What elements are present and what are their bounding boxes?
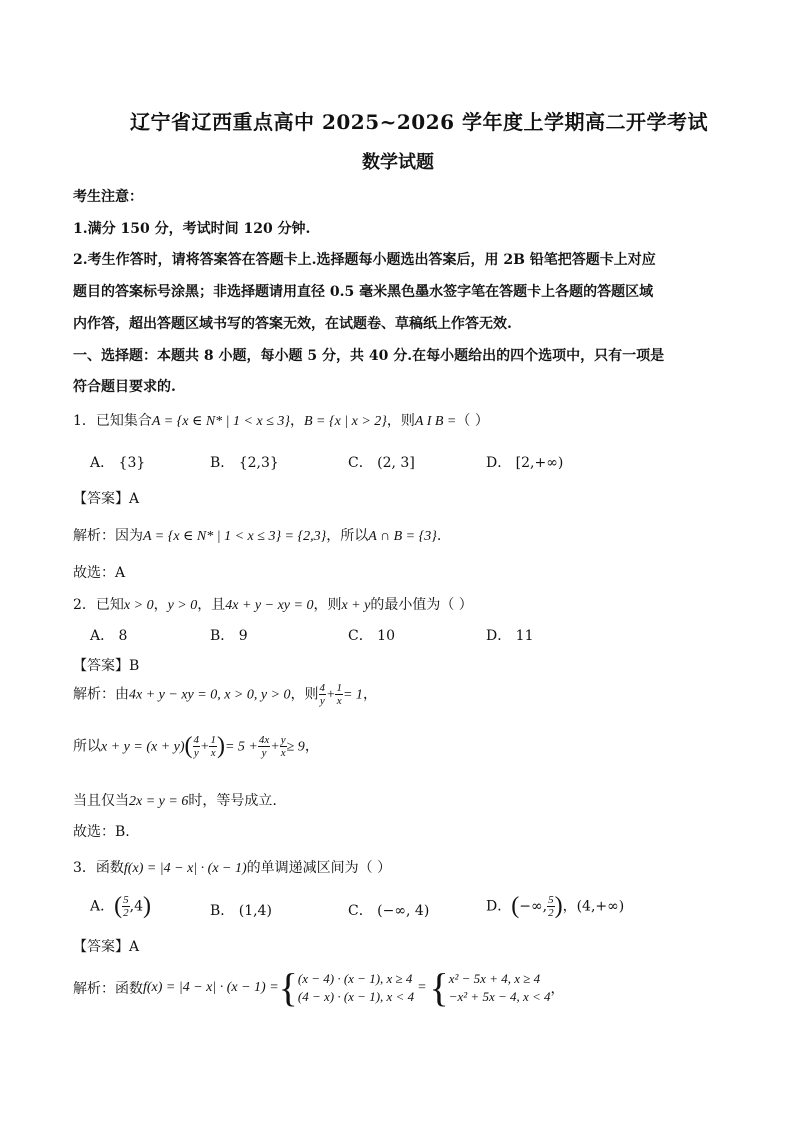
section-1-line-2: 符合题目要求的. [73, 379, 176, 395]
q1-paren: （ ） [456, 413, 489, 429]
q2-plus-b: + [200, 739, 210, 755]
q3-option-d [486, 893, 624, 920]
q2-frac-4-over-y-b: $\frac{4}{y}$ [193, 734, 200, 759]
q1-option-d: D． [2,+∞) [486, 455, 564, 471]
q2-line-2-math-a: x + y = (x + y) [101, 739, 185, 755]
q2-tail: ， [362, 686, 377, 703]
left-paren-icon: ( [184, 733, 193, 759]
q1-result: 故选：A [73, 565, 126, 581]
q2-frac-4-over-y: $\frac{4}{y}$ [319, 682, 326, 707]
q1-answer: 【答案】A [73, 491, 140, 507]
q2-result: 故选：B. [73, 824, 130, 840]
right-paren-icon: ) [554, 893, 563, 919]
q1-analysis-prefix: 解析：因为 [73, 528, 143, 544]
q3-option-d-label: D． [486, 898, 512, 915]
q2-cond-4: x + y [341, 598, 371, 613]
q1-analysis-end: . [436, 528, 442, 544]
q2-line-2-math-c: ≥ 9 [286, 739, 305, 755]
q2-sep-2: ，且 [197, 597, 226, 613]
q3-cases-2 [449, 970, 551, 1006]
q3-option-a-tail: ,4 [129, 898, 143, 915]
q2-analysis-math: 4x + y − xy = 0, x > 0, y > 0 [129, 687, 291, 703]
q3-option-a-label: A． [90, 898, 115, 915]
left-paren-icon: ( [511, 893, 520, 919]
q1-option-b: B． {2,3} [210, 455, 279, 471]
left-brace-icon: { [429, 965, 449, 1010]
q3-option-c: C． (−∞, 4) [348, 903, 430, 919]
notes-line-2b: 题目的答案标号涂黑；非选择题请用直径 0.5 毫米黑色墨水签字笔在答题卡上各题的答题区域 [73, 284, 654, 300]
q2-sep-3: ，则 [313, 597, 342, 613]
q3-case-2: (4 − x) · (x − 1), x < 4 [297, 989, 415, 1004]
q3-stem [73, 857, 391, 877]
q1-expr: A I B = [414, 414, 457, 429]
q2-answer: 【答案】B [73, 658, 140, 674]
q1-analysis [73, 525, 441, 545]
q2-line-3-end: 时，等号成立. [188, 793, 277, 809]
q1-option-c: C． (2, 3] [348, 455, 415, 471]
q2-line-3-math: 2x = y = 6 [129, 794, 189, 809]
q3-eq: = [417, 980, 427, 995]
q3-option-d-head: −∞, [519, 898, 548, 915]
q2-analysis-line-1 [73, 682, 377, 707]
q1-set-b: B = {x | x > 2} [303, 414, 387, 429]
q2-option-d: D． 11 [486, 628, 534, 644]
q2-sep-1: ， [153, 597, 168, 613]
q2-cond-1: x > 0 [123, 598, 154, 613]
left-paren-icon: ( [114, 893, 123, 919]
q2-frac-1-over-x-b: $\frac{1}{x}$ [210, 734, 216, 759]
q3-option-a-frac: $\frac{5}{2}$ [123, 894, 129, 919]
section-1-line-1: 一、选择题：本题共 8 小题，每小题 5 分，共 40 分.在每小题给出的四个选项中，只有一项是 [73, 348, 665, 364]
right-paren-icon: ) [216, 733, 225, 759]
q3-analysis [73, 965, 565, 1010]
q1-option-a: A． {3} [90, 455, 146, 471]
q3-option-b: B． (1,4) [210, 903, 272, 919]
q2-plus-c: + [270, 739, 280, 755]
q1-stem-mid: ，则 [386, 413, 415, 429]
q3-option-d-frac: $\frac{5}{2}$ [548, 894, 554, 919]
notes-line-1: 1.满分 150 分，考试时间 120 分钟. [73, 221, 311, 237]
q3-stem-math: f(x) = |4 − x| · (x − 1) [123, 861, 247, 876]
q2-frac-4x-over-y: $\frac{4x}{y}$ [258, 734, 270, 759]
q2-line-2-end: ， [304, 738, 319, 755]
q3-analysis-prefix: 解析：函数 [73, 981, 143, 997]
q2-cond-3: 4x + y − xy = 0 [225, 598, 314, 613]
exam-title: 辽宁省辽西重点高中 2025~2026 学年度上学期高二开学考试 [130, 110, 709, 134]
q2-analysis-line-2 [73, 733, 319, 760]
q2-eq-1: = 1 [342, 687, 363, 703]
q2-option-a: A． 8 [90, 628, 128, 644]
q2-frac-y-over-x: $\frac{y}{x}$ [280, 734, 286, 759]
q2-option-b: B． 9 [210, 628, 248, 644]
q1-analysis-math-2: A ∩ B = {3} [368, 529, 437, 544]
q3-stem-prefix: 3．函数 [73, 860, 124, 876]
q1-stem [73, 410, 489, 430]
q1-analysis-math: A = {x ∈ N* | 1 < x ≤ 3} = {2,3} [143, 529, 327, 544]
q2-line-3-prefix: 当且仅当 [73, 793, 129, 809]
q2-line-2-math-b: = 5 + [224, 739, 258, 755]
q3-case-4: −x² + 5x − 4, x < 4 [448, 989, 551, 1004]
q1-stem-prefix: 1．已知集合 [73, 413, 152, 429]
q3-tail: ， [550, 981, 565, 997]
q3-stem-end: 的单调递减区间为（ ） [246, 860, 392, 876]
q1-set-a: A = {x ∈ N* | 1 < x ≤ 3} [151, 414, 290, 429]
q3-answer: 【答案】A [73, 939, 140, 955]
q2-plus: + [326, 687, 336, 703]
notes-line-2c: 内作答，超出答题区域书写的答案无效，在试题卷、草稿纸上作答无效. [73, 316, 512, 332]
exam-subtitle: 数学试题 [362, 152, 434, 173]
q2-stem [73, 594, 473, 614]
q2-stem-prefix: 2．已知 [73, 597, 124, 613]
q1-comma: ， [289, 413, 304, 429]
q2-analysis-mid: ，则 [290, 686, 319, 703]
q3-analysis-math: f(x) = |4 − x| · (x − 1) = [143, 980, 279, 995]
q2-line-2-prefix: 所以 [73, 738, 101, 755]
q3-option-d-tail: ，(4,+∞) [562, 898, 625, 915]
notes-line-2a: 2.考生作答时，请将答案答在答题卡上.选择题每小题选出答案后，用 2B 铅笔把答题卡上对应 [73, 252, 656, 268]
notes-heading: 考生注意： [73, 189, 143, 205]
q3-case-3: x² − 5x + 4, x ≥ 4 [448, 971, 541, 986]
q2-frac-1-over-x: $\frac{1}{x}$ [336, 682, 342, 707]
q1-analysis-mid: ，所以 [326, 528, 369, 544]
left-brace-icon: { [278, 965, 298, 1010]
q3-option-a [90, 893, 151, 920]
q2-option-c: C． 10 [348, 628, 395, 644]
q2-stem-end: 的最小值为（ ） [370, 597, 473, 613]
q2-analysis-prefix: 解析：由 [73, 686, 129, 703]
q3-cases-1 [298, 970, 414, 1006]
q2-cond-2: y > 0 [167, 598, 198, 613]
q2-analysis-line-3 [73, 790, 277, 810]
right-paren-icon: ) [142, 893, 151, 919]
q3-case-1: (x − 4) · (x − 1), x ≥ 4 [297, 971, 413, 986]
